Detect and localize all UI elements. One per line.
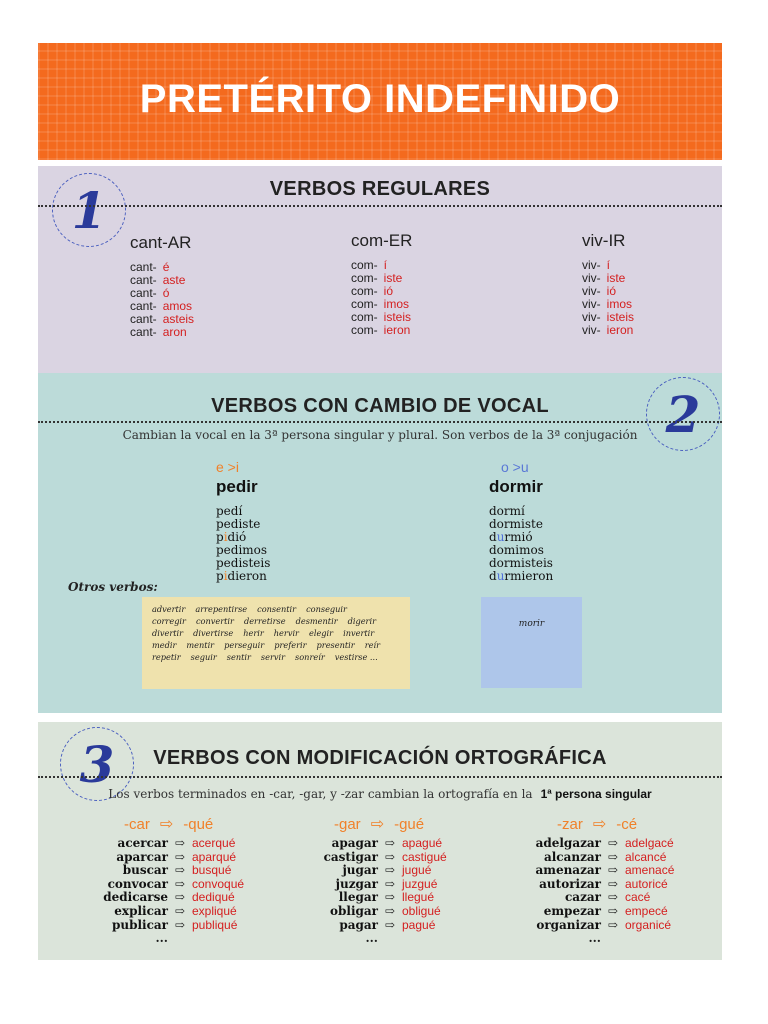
verb-ending: aron bbox=[162, 325, 187, 339]
divider bbox=[38, 421, 722, 423]
verb-stem: cant- bbox=[130, 273, 157, 287]
verb-stem: com- bbox=[351, 284, 378, 298]
verb-pair bbox=[308, 851, 447, 865]
verb-dormir bbox=[489, 459, 553, 583]
form-part: dormisteis bbox=[489, 556, 553, 570]
verb-ending: ió bbox=[606, 284, 617, 298]
other-verbs-e-i-box bbox=[142, 597, 410, 689]
other-verbs-label: Otros verbos: bbox=[68, 580, 158, 594]
preterite-form: cacé bbox=[625, 890, 651, 905]
conjugation-row bbox=[351, 324, 412, 337]
other-verb: conseguir bbox=[306, 604, 347, 614]
verb-ending: ieron bbox=[383, 323, 411, 337]
form-part: p bbox=[216, 530, 224, 544]
verb-ending: imos bbox=[606, 297, 633, 311]
verb-ending: ó bbox=[162, 286, 170, 300]
infinitive: juzgar bbox=[335, 876, 378, 891]
other-verb: medir bbox=[152, 640, 177, 650]
verb-pair bbox=[531, 837, 674, 851]
other-verb: convertir bbox=[195, 616, 234, 626]
verb-ending: iste bbox=[606, 271, 626, 285]
other-verb: perseguir bbox=[224, 640, 265, 650]
arrow-icon: ⇨ bbox=[592, 816, 607, 833]
preterite-form: pagué bbox=[402, 917, 436, 932]
verb-pair bbox=[531, 851, 674, 865]
section3-subtitle bbox=[38, 787, 722, 801]
divider bbox=[38, 205, 722, 207]
verb-stem: cant- bbox=[130, 260, 157, 274]
ellipsis: ... bbox=[365, 931, 378, 946]
verb-ending: amos bbox=[162, 299, 193, 313]
rule-head bbox=[334, 814, 424, 834]
changed-vowel: u bbox=[496, 569, 505, 583]
verb-ending: í bbox=[383, 258, 388, 272]
preterite-form: empecé bbox=[625, 903, 668, 918]
infinitive: convocar bbox=[107, 876, 168, 891]
preterite-form: amenacé bbox=[625, 863, 675, 878]
preterite-form: dediqué bbox=[192, 890, 235, 905]
form-part: pedí bbox=[216, 504, 243, 518]
verb-ending: isteis bbox=[606, 310, 635, 324]
infinitive: jugar bbox=[342, 863, 378, 878]
verb-pair bbox=[308, 864, 447, 878]
arrow-icon: ⇨ bbox=[384, 917, 396, 932]
subtitle-text: Los verbos terminados en -car, -gar, y -zar cambian la ortografía en la bbox=[108, 787, 533, 801]
arrow-icon: ⇨ bbox=[174, 849, 186, 864]
infinitive: alcanzar bbox=[543, 849, 601, 864]
preterite-form: publiqué bbox=[192, 917, 238, 932]
verb-stem: com- bbox=[351, 323, 378, 337]
other-verb: sentir bbox=[226, 652, 251, 662]
preterite-form: acerqué bbox=[192, 836, 236, 850]
verb-pedir bbox=[216, 459, 270, 583]
arrow-icon: ⇨ bbox=[607, 836, 619, 850]
infinitive: empezar bbox=[543, 903, 601, 918]
verb-pair bbox=[98, 851, 244, 865]
verb-pair bbox=[98, 919, 244, 933]
other-verb: morir bbox=[518, 619, 545, 629]
preterite-form: expliqué bbox=[192, 903, 237, 918]
verb-pair bbox=[98, 891, 244, 905]
rule-head bbox=[557, 814, 637, 834]
rule-head bbox=[124, 814, 213, 834]
changed-vowel: u bbox=[496, 530, 505, 544]
verb-pair bbox=[308, 837, 447, 851]
form-part: pedisteis bbox=[216, 556, 271, 570]
conjugation-ir bbox=[582, 231, 634, 337]
conjugation-list bbox=[351, 259, 412, 337]
verb-ending: í bbox=[606, 258, 611, 272]
changed-vowel: i bbox=[223, 530, 228, 544]
other-verb: arrepentirse bbox=[195, 604, 248, 614]
infinitive: explicar bbox=[114, 903, 168, 918]
other-verb: consentir bbox=[257, 604, 297, 614]
arrow-icon: ⇨ bbox=[384, 863, 396, 878]
infinitive: adelgazar bbox=[535, 836, 601, 850]
arrow-icon: ⇨ bbox=[384, 876, 396, 891]
conjugation-list bbox=[582, 259, 634, 337]
other-verb: seguir bbox=[190, 652, 217, 662]
preterite-form: aparqué bbox=[192, 849, 237, 864]
section3-title: VERBOS CON MODIFICACIÓN ORTOGRÁFICA bbox=[153, 747, 607, 769]
conjugation-er bbox=[351, 231, 412, 337]
verb-pair bbox=[531, 905, 674, 919]
verb-stem: com- bbox=[351, 297, 378, 311]
preterite-form: organicé bbox=[625, 917, 672, 932]
verb-pair bbox=[308, 878, 447, 892]
verb-name: dormir bbox=[489, 477, 543, 496]
infinitive: buscar bbox=[122, 863, 168, 878]
other-verb: mentir bbox=[186, 640, 215, 650]
column-head: cant-AR bbox=[130, 233, 192, 252]
infinitive: acercar bbox=[117, 836, 168, 850]
other-verb: preferir bbox=[274, 640, 307, 650]
verb-stem: com- bbox=[351, 258, 378, 272]
section2-title: VERBOS CON CAMBIO DE VOCAL bbox=[211, 395, 549, 417]
arrow-icon: ⇨ bbox=[384, 849, 396, 864]
infinitive: pagar bbox=[339, 917, 378, 932]
form-part: dormí bbox=[489, 504, 525, 518]
other-verb: digerir bbox=[347, 616, 377, 626]
verb-pair-list bbox=[531, 837, 674, 946]
other-verb: desmentir bbox=[295, 616, 338, 626]
verb-ending: ió bbox=[383, 284, 394, 298]
verb-stem: cant- bbox=[130, 299, 157, 313]
verb-pair bbox=[531, 891, 674, 905]
verb-ending: ieron bbox=[606, 323, 634, 337]
preterite-form: castigué bbox=[402, 849, 447, 864]
preterite-form: juzgué bbox=[402, 876, 438, 891]
verb-pair-list bbox=[308, 837, 447, 946]
infinitive: amenazar bbox=[535, 863, 601, 878]
arrow-icon: ⇨ bbox=[607, 876, 619, 891]
form-part: dieron bbox=[227, 569, 267, 583]
verb-stem: viv- bbox=[582, 323, 601, 337]
verb-pair bbox=[531, 864, 674, 878]
header-banner bbox=[38, 43, 722, 160]
form-part: pediste bbox=[216, 517, 261, 531]
ellipsis-row bbox=[308, 932, 447, 946]
other-verb: corregir bbox=[152, 616, 186, 626]
conjugation-list bbox=[130, 261, 194, 339]
infinitive: publicar bbox=[111, 917, 168, 932]
preterite-form: busqué bbox=[192, 863, 232, 878]
rule-to: -cé bbox=[616, 815, 638, 833]
ellipsis: ... bbox=[588, 931, 601, 946]
form-part: rmió bbox=[504, 530, 533, 544]
verb-stem: com- bbox=[351, 271, 378, 285]
verb-forms bbox=[216, 505, 270, 583]
arrow-icon: ⇨ bbox=[370, 816, 385, 833]
other-verbs-o-u-box bbox=[481, 597, 582, 688]
arrow-icon: ⇨ bbox=[174, 890, 186, 905]
verb-ending: imos bbox=[383, 297, 410, 311]
verb-pair bbox=[531, 878, 674, 892]
preterite-form: alcancé bbox=[625, 849, 667, 864]
verb-pair-list bbox=[98, 837, 244, 946]
arrow-icon: ⇨ bbox=[384, 903, 396, 918]
infographic bbox=[38, 43, 722, 960]
verb-ending: aste bbox=[162, 273, 186, 287]
form-part: rmieron bbox=[504, 569, 554, 583]
form-part: p bbox=[216, 569, 224, 583]
ellipsis-row bbox=[531, 932, 674, 946]
other-verb: hervir bbox=[273, 628, 299, 638]
rule-from: -car bbox=[124, 815, 150, 833]
form-part: dió bbox=[227, 530, 247, 544]
verb-stem: cant- bbox=[130, 312, 157, 326]
column-head: viv-IR bbox=[582, 231, 626, 250]
section-number-1: 1 bbox=[52, 173, 126, 247]
verb-pair bbox=[98, 864, 244, 878]
section-number-3: 3 bbox=[60, 727, 134, 801]
arrow-icon: ⇨ bbox=[607, 849, 619, 864]
infinitive: cazar bbox=[565, 890, 601, 905]
verb-forms bbox=[489, 505, 553, 583]
vowel-change-label: e >i bbox=[216, 459, 239, 475]
infinitive: obligar bbox=[330, 903, 378, 918]
form-part: pedimos bbox=[216, 543, 268, 557]
column-head: com-ER bbox=[351, 231, 413, 250]
verb-pair bbox=[531, 919, 674, 933]
changed-vowel: i bbox=[223, 569, 228, 583]
ellipsis-row bbox=[98, 932, 244, 946]
arrow-icon: ⇨ bbox=[174, 836, 186, 850]
section-number-2: 2 bbox=[646, 377, 720, 451]
other-verb: divertirse bbox=[193, 628, 234, 638]
form-part: d bbox=[489, 569, 497, 583]
arrow-icon: ⇨ bbox=[384, 890, 396, 905]
other-verb: herir bbox=[243, 628, 264, 638]
other-verb: servir bbox=[260, 652, 286, 662]
infinitive: llegar bbox=[338, 890, 378, 905]
other-verb: advertir bbox=[152, 604, 186, 614]
divider bbox=[38, 776, 722, 778]
verb-pair bbox=[308, 905, 447, 919]
other-verb: presentir bbox=[316, 640, 355, 650]
conjugation-row bbox=[582, 324, 634, 337]
form-part: d bbox=[489, 530, 497, 544]
infinitive: apagar bbox=[331, 836, 378, 850]
verb-pair bbox=[308, 919, 447, 933]
verb-stem: cant- bbox=[130, 325, 157, 339]
verb-stem: viv- bbox=[582, 310, 601, 324]
verb-pair bbox=[98, 905, 244, 919]
other-verb: reír bbox=[364, 640, 380, 650]
verb-stem: viv- bbox=[582, 284, 601, 298]
preterite-form: llegué bbox=[402, 890, 435, 905]
infinitive: aparcar bbox=[116, 849, 168, 864]
arrow-icon: ⇨ bbox=[607, 863, 619, 878]
rule-to: -gué bbox=[394, 815, 425, 833]
form-part: dormiste bbox=[489, 517, 543, 531]
infinitive: dedicarse bbox=[103, 890, 168, 905]
subtitle-emphasis: 1ª persona singular bbox=[540, 787, 652, 801]
other-verb: repetir bbox=[152, 652, 181, 662]
verb-stem: viv- bbox=[582, 258, 601, 272]
verb-pair bbox=[98, 878, 244, 892]
arrow-icon: ⇨ bbox=[607, 903, 619, 918]
arrow-icon: ⇨ bbox=[384, 836, 396, 850]
other-verb: invertir bbox=[343, 628, 375, 638]
verb-ending: asteis bbox=[162, 312, 195, 326]
verb-ending: isteis bbox=[383, 310, 412, 324]
section2-subtitle: Cambian la vocal en la 3ª persona singular y plural. Son verbos de la 3ª conjugación bbox=[122, 428, 638, 442]
other-verb: elegir bbox=[308, 628, 334, 638]
rule-from: -zar bbox=[557, 815, 583, 833]
verb-stem: cant- bbox=[130, 286, 157, 300]
conjugation-row bbox=[130, 326, 194, 339]
other-verb: divertir bbox=[152, 628, 184, 638]
verb-stem: viv- bbox=[582, 271, 601, 285]
conjugation-ar bbox=[130, 233, 194, 339]
ellipsis: ... bbox=[155, 931, 168, 946]
verb-stem: com- bbox=[351, 310, 378, 324]
rule-to: -qué bbox=[183, 815, 214, 833]
arrow-icon: ⇨ bbox=[174, 876, 186, 891]
verb-name: pedir bbox=[216, 477, 258, 496]
other-verb: derretirse bbox=[243, 616, 286, 626]
preterite-form: jugué bbox=[402, 863, 432, 878]
verb-ending: é bbox=[162, 260, 170, 274]
preterite-form: adelgacé bbox=[625, 836, 674, 850]
rule-from: -gar bbox=[334, 815, 361, 833]
arrow-icon: ⇨ bbox=[174, 917, 186, 932]
other-verb: sonreír bbox=[295, 652, 325, 662]
preterite-form: obligué bbox=[402, 903, 441, 918]
verb-ending: iste bbox=[383, 271, 403, 285]
verb-form bbox=[489, 570, 553, 583]
preterite-form: apagué bbox=[402, 836, 443, 850]
arrow-icon: ⇨ bbox=[174, 903, 186, 918]
infinitive: autorizar bbox=[539, 876, 601, 891]
arrow-icon: ⇨ bbox=[159, 816, 174, 833]
preterite-form: convoqué bbox=[192, 876, 245, 891]
verb-form bbox=[216, 570, 270, 583]
arrow-icon: ⇨ bbox=[607, 917, 619, 932]
arrow-icon: ⇨ bbox=[607, 890, 619, 905]
section1-title: VERBOS REGULARES bbox=[269, 178, 491, 200]
form-part: domimos bbox=[489, 543, 544, 557]
arrow-icon: ⇨ bbox=[174, 863, 186, 878]
verb-pair bbox=[308, 891, 447, 905]
infinitive: castigar bbox=[323, 849, 378, 864]
preterite-form: autoricé bbox=[625, 876, 668, 891]
vowel-change-label: o >u bbox=[501, 459, 529, 475]
verb-stem: viv- bbox=[582, 297, 601, 311]
other-verb: vestirse ... bbox=[334, 652, 378, 662]
verb-pair bbox=[98, 837, 244, 851]
page-title: PRETÉRITO INDEFINIDO bbox=[139, 77, 621, 121]
infinitive: organizar bbox=[536, 917, 601, 932]
